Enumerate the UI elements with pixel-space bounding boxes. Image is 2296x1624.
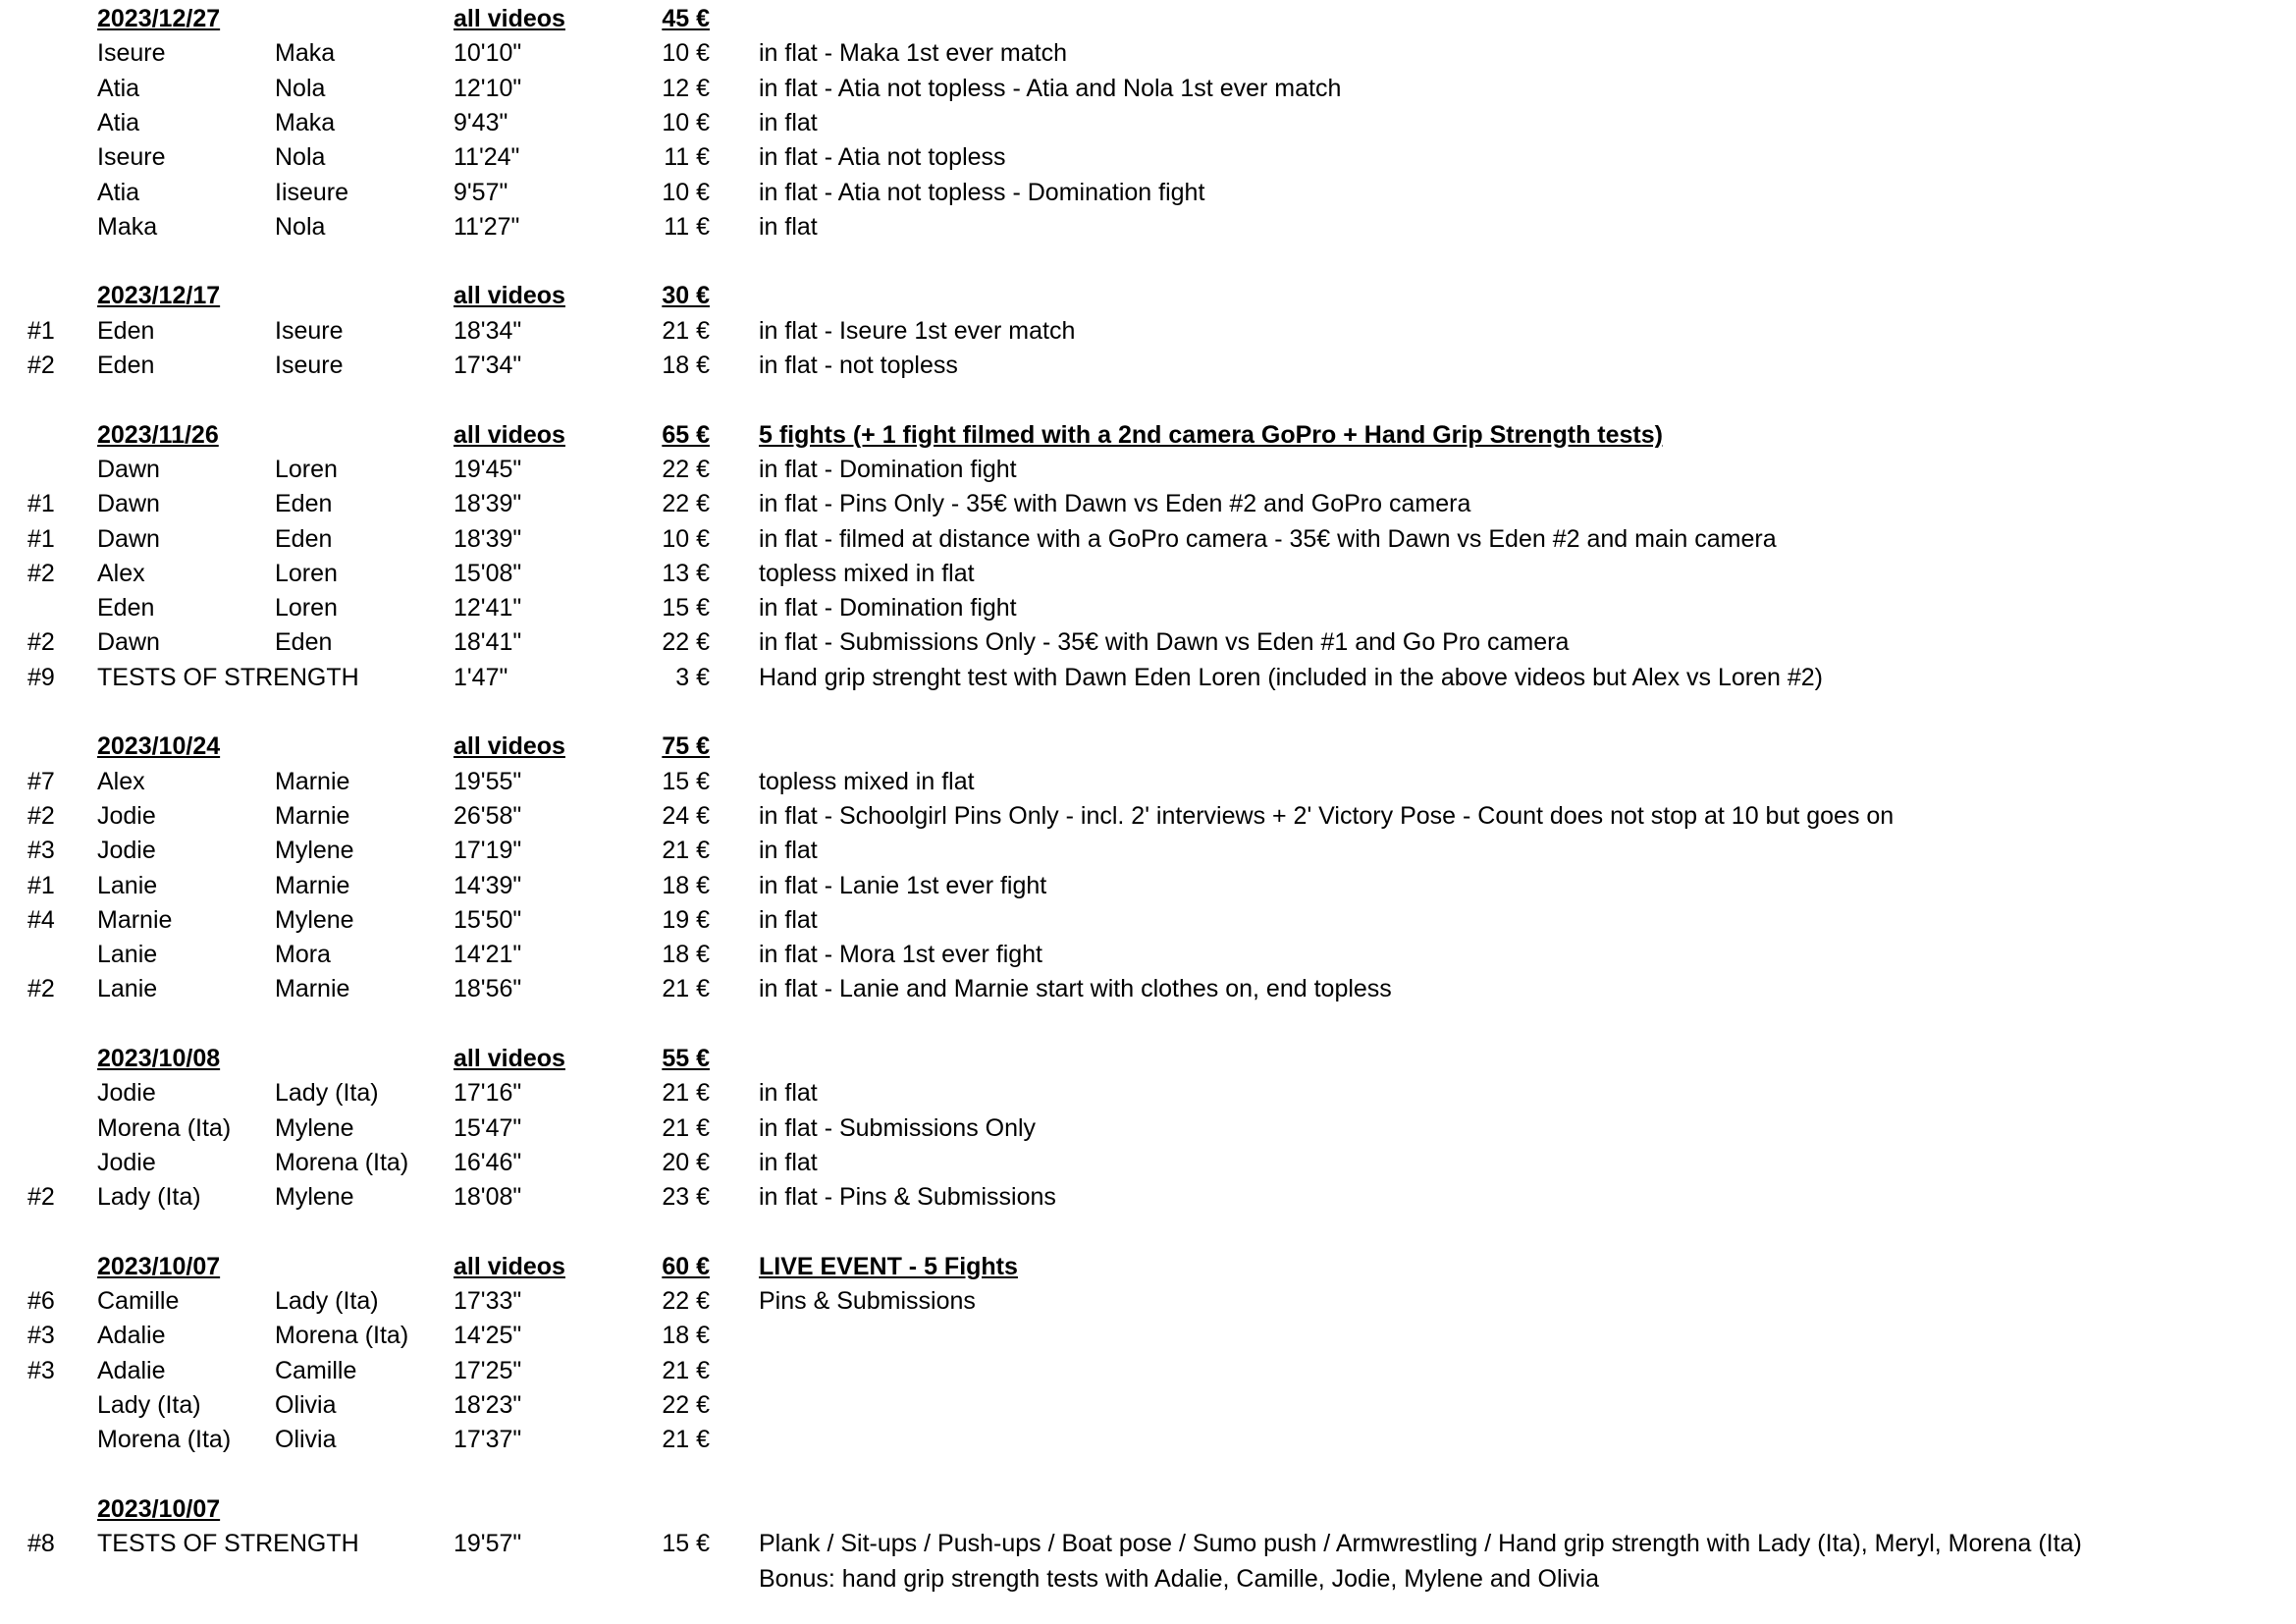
fighter-1: Camille: [97, 1287, 180, 1316]
match-number: #2: [27, 559, 55, 587]
note: in flat - Atia not topless - Atia and Nola 1st ever match: [759, 74, 1342, 102]
duration: 17'33": [454, 1287, 522, 1316]
video-row: [0, 661, 2296, 694]
video-row: [0, 1354, 2296, 1387]
price: 22 €: [662, 455, 710, 483]
price: 22 €: [662, 1391, 710, 1419]
price: 21 €: [662, 1113, 710, 1142]
price: 3 €: [675, 663, 710, 691]
video-row: [0, 765, 2296, 798]
match-number: #2: [27, 628, 55, 657]
note: in flat: [759, 212, 818, 241]
fighter-2: Lady (Ita): [275, 1287, 379, 1316]
price: 18 €: [662, 941, 710, 969]
price: 12 €: [662, 74, 710, 102]
fighter-2: Nola: [275, 143, 326, 172]
duration: 18'39": [454, 524, 522, 553]
match-number: #8: [27, 1530, 55, 1558]
note: in flat: [759, 108, 818, 136]
fighter-2: Mora: [275, 941, 331, 969]
price: 21 €: [662, 975, 710, 1003]
price: 10 €: [662, 524, 710, 553]
duration: 17'16": [454, 1079, 522, 1108]
duration: 15'50": [454, 905, 522, 934]
fighter-1: Jodie: [97, 1148, 156, 1176]
note: Pins & Submissions: [759, 1287, 976, 1316]
fighter-2: Lady (Ita): [275, 1079, 379, 1108]
price: 18 €: [662, 1322, 710, 1350]
match-number: #1: [27, 524, 55, 553]
duration: 18'56": [454, 975, 522, 1003]
video-row: [0, 1319, 2296, 1352]
fighter-2: Olivia: [275, 1391, 337, 1419]
note: Bonus: hand grip strength tests with Adalie, Camille, Jodie, Mylene and Olivia: [759, 1564, 1600, 1593]
video-row: [0, 140, 2296, 174]
section-price: 75 €: [662, 732, 710, 761]
match-number: #2: [27, 801, 55, 830]
fighter-2: Eden: [275, 490, 333, 518]
match-number: #9: [27, 663, 55, 691]
fighter-2: Mylene: [275, 1183, 354, 1212]
duration: 14'39": [454, 871, 522, 899]
fighter-2: Loren: [275, 594, 338, 623]
note: in flat: [759, 1079, 818, 1108]
price: 20 €: [662, 1148, 710, 1176]
fighter-2: Eden: [275, 524, 333, 553]
note: in flat - Domination fight: [759, 455, 1017, 483]
note: in flat: [759, 837, 818, 865]
fighter-1: Eden: [97, 316, 155, 345]
price: 21 €: [662, 1356, 710, 1384]
section-header: [0, 279, 2296, 312]
note: in flat - Pins Only - 35€ with Dawn vs Eden #2 and GoPro camera: [759, 490, 1471, 518]
note: Hand grip strenght test with Dawn Eden Loren (included in the above videos but Alex vs Loren #2): [759, 663, 1823, 691]
video-row: [0, 1076, 2296, 1110]
note: in flat: [759, 1148, 818, 1176]
section-label: all videos: [454, 1252, 565, 1280]
section-date: 2023/12/17: [97, 282, 221, 310]
note: in flat - filmed at distance with a GoPro camera - 35€ with Dawn vs Eden #2 and main camera: [759, 524, 1777, 553]
price: 19 €: [662, 905, 710, 934]
fighter-1: Dawn: [97, 524, 160, 553]
fighter-1: Atia: [97, 178, 140, 206]
video-row: [0, 1527, 2296, 1560]
price: 24 €: [662, 801, 710, 830]
note: topless mixed in flat: [759, 559, 975, 587]
note: in flat - Lanie and Marnie start with clothes on, end topless: [759, 975, 1392, 1003]
fighter-1: Iseure: [97, 39, 166, 68]
section-label: all videos: [454, 1045, 565, 1072]
price: 21 €: [662, 1426, 710, 1454]
fighter-1: Adalie: [97, 1356, 166, 1384]
fighter-1: Dawn: [97, 455, 160, 483]
duration: 12'10": [454, 74, 522, 102]
match-number: #1: [27, 316, 55, 345]
video-row: [0, 938, 2296, 971]
price: 21 €: [662, 837, 710, 865]
note: in flat - Submissions Only - 35€ with Dawn vs Eden #1 and Go Pro camera: [759, 628, 1570, 657]
video-row: [0, 903, 2296, 937]
section-note: LIVE EVENT - 5 Fights: [759, 1252, 1018, 1280]
fighter-2: Marnie: [275, 801, 350, 830]
fighter-1: Iseure: [97, 143, 166, 172]
video-row: [0, 1146, 2296, 1179]
section-header: [0, 1492, 2296, 1526]
fighter-2: Nola: [275, 74, 326, 102]
price: 22 €: [662, 490, 710, 518]
fighter-1: Lanie: [97, 975, 158, 1003]
duration: 15'08": [454, 559, 522, 587]
price: 15 €: [662, 1530, 710, 1558]
match-number: #1: [27, 871, 55, 899]
duration: 14'21": [454, 941, 522, 969]
section-label: all videos: [454, 5, 565, 32]
duration: 11'27": [454, 212, 520, 241]
price: 21 €: [662, 316, 710, 345]
section-price: 60 €: [662, 1252, 710, 1280]
match-number: #3: [27, 1322, 55, 1350]
duration: 9'57": [454, 178, 508, 206]
fighter-2: Iseure: [275, 316, 344, 345]
video-row: [0, 625, 2296, 659]
video-row: [0, 1562, 2296, 1596]
match-number: #2: [27, 352, 55, 379]
fighter-2: Marnie: [275, 871, 350, 899]
video-row: [0, 1180, 2296, 1214]
video-row: [0, 453, 2296, 486]
match-number: #2: [27, 975, 55, 1003]
duration: 26'58": [454, 801, 522, 830]
fighter-2: Nola: [275, 212, 326, 241]
section-note: 5 fights (+ 1 fight filmed with a 2nd camera GoPro + Hand Grip Strength tests): [759, 420, 1663, 449]
section-date: 2023/10/08: [97, 1045, 221, 1072]
fighter-1: Maka: [97, 212, 158, 241]
duration: 18'34": [454, 316, 522, 345]
video-row: [0, 522, 2296, 556]
fighter-2: Mylene: [275, 1113, 354, 1142]
section-date: 2023/10/07: [97, 1494, 221, 1523]
video-row: [0, 972, 2296, 1005]
fighter-2: Morena (Ita): [275, 1148, 409, 1176]
fighter-2: Mylene: [275, 837, 354, 865]
fighter-1: Jodie: [97, 837, 156, 865]
fighter-1: Dawn: [97, 490, 160, 518]
section-price: 45 €: [662, 5, 710, 32]
fighter-2: Marnie: [275, 767, 350, 795]
fighter-2: Eden: [275, 628, 333, 657]
price: 15 €: [662, 767, 710, 795]
note: in flat - Domination fight: [759, 594, 1017, 623]
fighter-1: Adalie: [97, 1322, 166, 1350]
fighter-2: Iiseure: [275, 178, 349, 206]
video-row: [0, 72, 2296, 105]
note: in flat - not topless: [759, 352, 958, 379]
price: 18 €: [662, 352, 710, 379]
section-price: 30 €: [662, 282, 710, 310]
fighter-1: Atia: [97, 74, 140, 102]
section-price: 65 €: [662, 420, 710, 449]
duration: 18'39": [454, 490, 522, 518]
video-row: [0, 36, 2296, 70]
match-number: #6: [27, 1287, 55, 1316]
video-row: [0, 834, 2296, 867]
fighter-2: Maka: [275, 39, 336, 68]
fighter-2: Maka: [275, 108, 336, 136]
price: 11 €: [664, 143, 710, 172]
match-number: #7: [27, 767, 55, 795]
duration: 15'47": [454, 1113, 522, 1142]
video-row: [0, 591, 2296, 624]
video-row: [0, 106, 2296, 139]
price: 10 €: [662, 108, 710, 136]
note: topless mixed in flat: [759, 767, 975, 795]
fighter-1: TESTS OF STRENGTH: [97, 663, 359, 691]
video-row: [0, 1423, 2296, 1456]
duration: 14'25": [454, 1322, 522, 1350]
duration: 16'46": [454, 1148, 522, 1176]
match-number: #4: [27, 905, 55, 934]
note: in flat - Lanie 1st ever fight: [759, 871, 1047, 899]
video-row: [0, 799, 2296, 833]
note: in flat - Atia not topless - Domination fight: [759, 178, 1205, 206]
fighter-2: Mylene: [275, 905, 354, 934]
fighter-1: Lanie: [97, 941, 158, 969]
fighter-2: Olivia: [275, 1426, 337, 1454]
section-header: [0, 1042, 2296, 1075]
fighter-1: Morena (Ita): [97, 1113, 232, 1142]
price: 15 €: [662, 594, 710, 623]
match-number: #3: [27, 1356, 55, 1384]
section-header: [0, 418, 2296, 452]
fighter-2: Camille: [275, 1356, 357, 1384]
section-header: [0, 730, 2296, 763]
price: 22 €: [662, 628, 710, 657]
fighter-1: TESTS OF STRENGTH: [97, 1530, 359, 1558]
section-date: 2023/10/07: [97, 1252, 221, 1280]
note: in flat - Maka 1st ever match: [759, 39, 1068, 68]
price: 11 €: [664, 212, 710, 241]
section-header: [0, 2, 2296, 35]
section-date: 2023/10/24: [97, 732, 221, 761]
match-number: #2: [27, 1183, 55, 1212]
fighter-1: Lady (Ita): [97, 1183, 201, 1212]
section-label: all videos: [454, 732, 565, 761]
duration: 9'43": [454, 108, 508, 136]
fighter-1: Jodie: [97, 1079, 156, 1108]
section-header: [0, 1250, 2296, 1283]
price: 22 €: [662, 1287, 710, 1316]
duration: 11'24": [454, 143, 520, 172]
note: in flat - Schoolgirl Pins Only - incl. 2' interviews + 2' Victory Pose - Count does not stop at 10 but goes on: [759, 801, 1895, 830]
duration: 18'23": [454, 1391, 522, 1419]
fighter-1: Eden: [97, 594, 155, 623]
fighter-1: Atia: [97, 108, 140, 136]
fighter-1: Marnie: [97, 905, 173, 934]
price: 10 €: [662, 39, 710, 68]
duration: 17'34": [454, 352, 522, 379]
fighter-1: Dawn: [97, 628, 160, 657]
price: 21 €: [662, 1079, 710, 1108]
video-row: [0, 314, 2296, 348]
section-label: all videos: [454, 420, 565, 449]
fighter-2: Loren: [275, 559, 338, 587]
note: in flat - Atia not topless: [759, 143, 1006, 172]
video-row: [0, 349, 2296, 382]
duration: 19'45": [454, 455, 522, 483]
video-row: [0, 487, 2296, 520]
section-price: 55 €: [662, 1045, 710, 1072]
duration: 12'41": [454, 594, 522, 623]
price: 18 €: [662, 871, 710, 899]
video-row: [0, 176, 2296, 209]
fighter-1: Eden: [97, 352, 155, 379]
note: in flat - Mora 1st ever fight: [759, 941, 1043, 969]
note: in flat - Pins & Submissions: [759, 1183, 1056, 1212]
video-row: [0, 1284, 2296, 1318]
fighter-2: Iseure: [275, 352, 344, 379]
video-row: [0, 210, 2296, 244]
video-row: [0, 869, 2296, 902]
fighter-2: Marnie: [275, 975, 350, 1003]
price: 23 €: [662, 1183, 710, 1212]
duration: 10'10": [454, 39, 522, 68]
match-number: #3: [27, 837, 55, 865]
price: 13 €: [662, 559, 710, 587]
duration: 1'47": [454, 663, 508, 691]
fighter-2: Morena (Ita): [275, 1322, 409, 1350]
duration: 18'41": [454, 628, 522, 657]
note: in flat: [759, 905, 818, 934]
video-row: [0, 557, 2296, 590]
note: in flat - Iseure 1st ever match: [759, 316, 1076, 345]
fighter-1: Lady (Ita): [97, 1391, 201, 1419]
duration: 17'19": [454, 837, 522, 865]
duration: 18'08": [454, 1183, 522, 1212]
fighter-1: Jodie: [97, 801, 156, 830]
note: in flat - Submissions Only: [759, 1113, 1037, 1142]
note: Plank / Sit-ups / Push-ups / Boat pose / Sumo push / Armwrestling / Hand grip strength with Lady (Ita), Meryl, Morena (Ita): [759, 1530, 2082, 1558]
fighter-1: Lanie: [97, 871, 158, 899]
price: 10 €: [662, 178, 710, 206]
section-date: 2023/12/27: [97, 5, 221, 32]
video-row: [0, 1388, 2296, 1422]
duration: 17'25": [454, 1356, 522, 1384]
fighter-1: Alex: [97, 767, 145, 795]
duration: 19'57": [454, 1530, 522, 1558]
fighter-1: Morena (Ita): [97, 1426, 232, 1454]
section-date: 2023/11/26: [97, 420, 219, 449]
fighter-2: Loren: [275, 455, 338, 483]
match-number: #1: [27, 490, 55, 518]
duration: 19'55": [454, 767, 522, 795]
video-row: [0, 1111, 2296, 1145]
section-label: all videos: [454, 282, 565, 310]
duration: 17'37": [454, 1426, 522, 1454]
fighter-1: Alex: [97, 559, 145, 587]
